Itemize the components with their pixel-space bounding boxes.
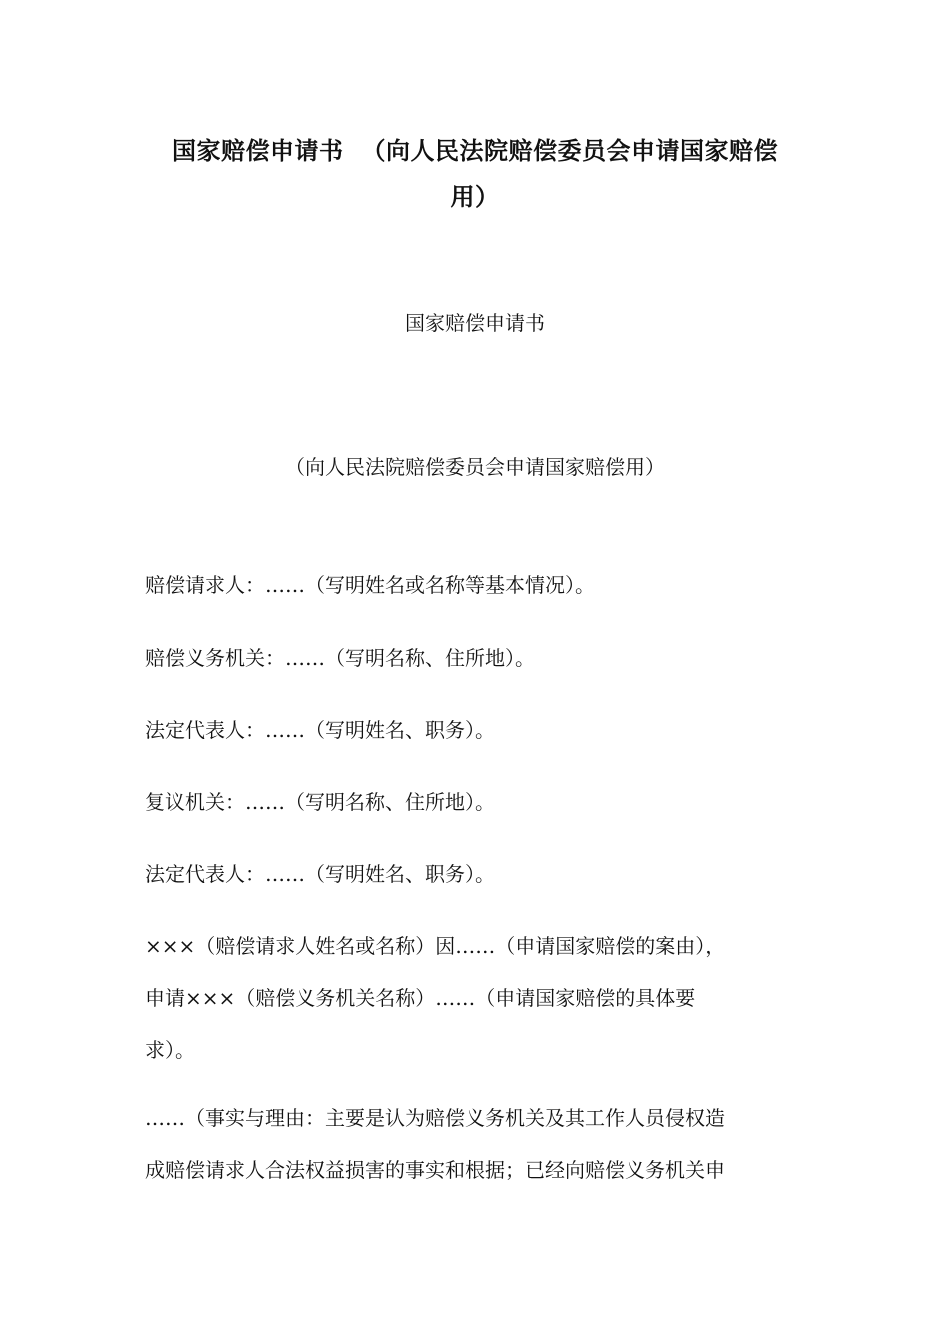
paragraph-claimant: 赔偿请求人：……（写明姓名或名称等基本情况）。 xyxy=(145,573,595,597)
document-title xyxy=(145,128,805,220)
paragraph-obligor-organ: 赔偿义务机关：……（写明名称、住所地）。 xyxy=(145,646,535,670)
paragraph-review-legal-representative: 法定代表人：……（写明姓名、职务）。 xyxy=(145,862,495,886)
paragraph-request xyxy=(145,920,810,1076)
title-usage-text-line1: （向人民法院赔偿委员会申请国家赔偿 xyxy=(361,137,778,165)
title-main-text: 国家赔偿申请书 xyxy=(172,137,344,165)
facts-line: ……（事实与理由：主要是认为赔偿义务机关及其工作人员侵权造 xyxy=(145,1106,725,1130)
request-line: 求）。 xyxy=(145,1038,195,1062)
document-subtitle-note: （向人民法院赔偿委员会申请国家赔偿用） xyxy=(285,455,665,479)
facts-line: 成赔偿请求人合法权益损害的事实和根据；已经向赔偿义务机关申 xyxy=(145,1158,725,1182)
document-subtitle: 国家赔偿申请书 xyxy=(405,311,545,335)
paragraph-legal-representative: 法定代表人：……（写明姓名、职务）。 xyxy=(145,718,495,742)
paragraph-facts-and-reasons xyxy=(145,1092,810,1196)
paragraph-review-organ: 复议机关：……（写明名称、住所地）。 xyxy=(145,790,495,814)
request-line: ×××（赔偿请求人姓名或名称）因……（申请国家赔偿的案由）， xyxy=(145,934,726,958)
title-usage-text-line2: 用） xyxy=(450,183,500,211)
request-line: 申请×××（赔偿义务机关名称）……（申请国家赔偿的具体要 xyxy=(145,986,696,1010)
